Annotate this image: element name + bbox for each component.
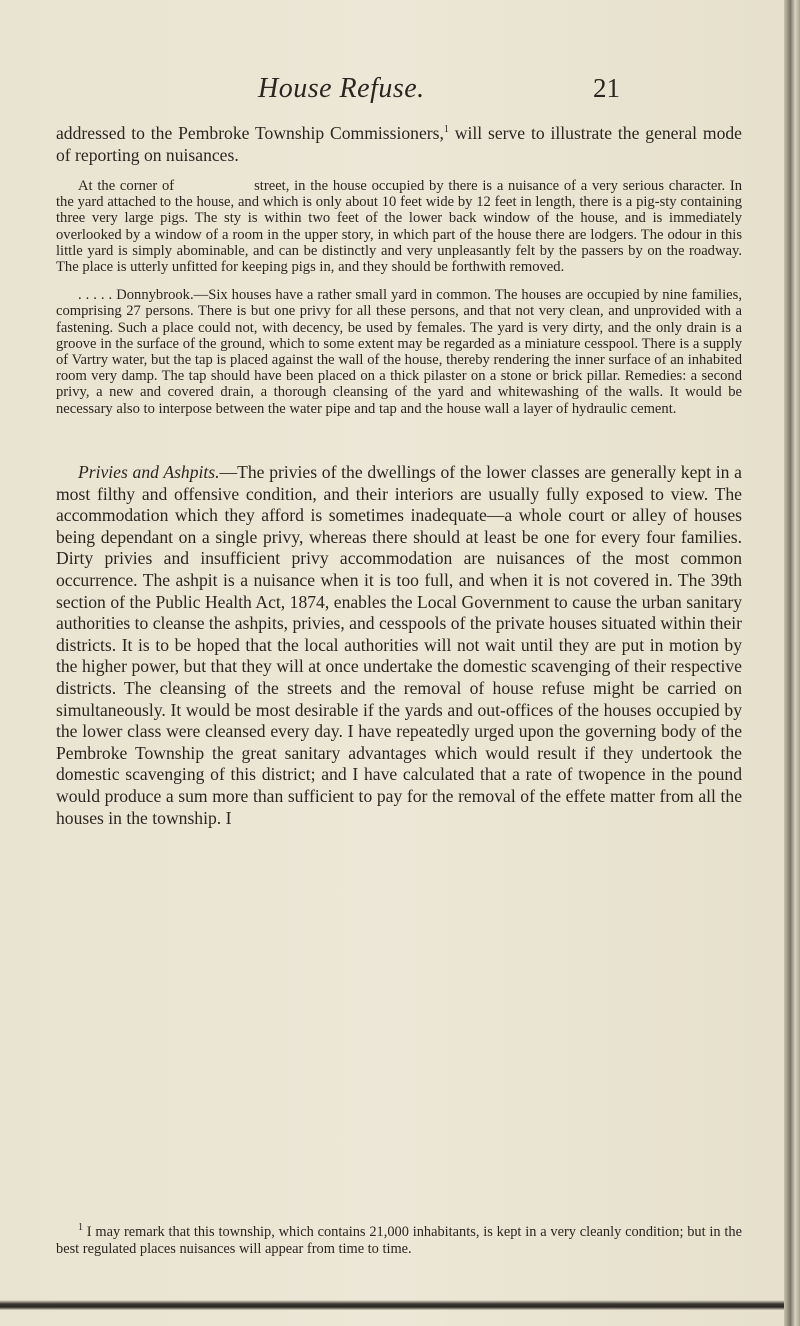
footnote-mark: 1 [78, 1222, 83, 1234]
intro-text-continued: will serve to illustrate the general mode of reporting on nuisances. [56, 123, 742, 165]
report-p2-lead: . . . . . Donnybrook. [78, 287, 194, 304]
page-number: 21 [593, 73, 620, 103]
book-spine-edge [784, 0, 800, 1326]
page-bottom-shadow [0, 1300, 784, 1310]
footnote-ref: 1 [443, 124, 449, 136]
report-p1-lead: At the corner of [78, 178, 175, 194]
section-text: —The privies of the dwellings of the lower classes are generally kept in a most filthy and offensive condition, and their interiors are usually fully exposed to view. The accommodation which they afford is sometimes inadequate—a whole court or alley of houses being dependant on a single privy, whereas there should at least be one for every four families. Dirty privies and insufficient privy accommodation are nuisances of the most common occurrence. The ashpit is a nuisance when it is too full, and when it is not covered in. The 39th section of the Public Health Act, 1874, enables the Local Government to cause the urban sanitary authorities to cleanse the ashpits, privies, and cesspools of the private houses situated within their districts. It is to be hoped that the local authorities will not wait until they are put in motion by the higher power, but that they will at once undertake the domestic scavenging of their respective districts. The cleansing of the streets and the removal of house refuse might be carried on simultaneously. It would be most desirable if the yards and out-offices of the houses occupied by the lower class were cleansed every day. I have repeatedly urged upon the governing body of the Pembroke Township the great sanitary advantages which would result if they undertook the domestic scavenging of this district; and I have calculated that a rate of twopence in the pound would produce a sum more than sufficient to pay for the removal of the effete matter from all the houses in the township. I [56, 462, 743, 828]
footnote-text: I may remark that this township, which contains 21,000 inhabitants, is kept in a very cleanly condition; but in the best regulated places nuisances will appear from time to time. [56, 1224, 742, 1257]
footnote-paragraph [56, 1224, 742, 1257]
main-section [56, 462, 742, 829]
report-p2-body: —Six houses have a rather small yard in common. The houses are occupied by nine families, comprising 27 persons. There is but one privy for all these persons, and that not very clean, and unprovided with a fastening. Such a place could not, with decency, be used by females. The yard is very dirty, and the only drain is a groove in the surface of the ground, which to some extent may be regarded as a miniature cesspool. There is a supply of Vartry water, but the tap is placed against the wall of the house, thereby rendering the inner surface of an inhabited room very damp. The tap should have been placed on a thick pilaster on a stone or brick pillar. Remedies: a second privy, a new and covered drain, a thorough cleansing of the yard and whitewashing of the walls. It would be necessary also to interpose between the water pipe and tap and the house wall a layer of hydraulic cement. [56, 287, 742, 417]
report-p1-body: street, in the house occupied by there is a nuisance of a very serious character. In the yard attached to the house, and which is only about 10 feet wide by 12 feet in length, there is a pig-sty containing three very large pigs. The sty is within two feet of the lower back window of the house, and is immediately overlooked by a window of a room in the upper story, in which part of the house there are lodgers. The odour in this little yard is simply abominable, and can be distinctly and very unpleasantly felt by the passers by on the roadway. The place is utterly unfitted for keeping pigs in, and they should be forthwith removed. [56, 178, 743, 276]
quoted-report [56, 178, 742, 429]
intro-paragraph [56, 123, 742, 166]
report-paragraph-2 [56, 287, 742, 417]
report-paragraph-1 [56, 178, 742, 275]
running-title: House Refuse. [258, 73, 425, 104]
section-heading: Privies and Ashpits. [78, 462, 220, 482]
intro-text: addressed to the Pembroke Township Commissioners, [56, 123, 444, 143]
section-paragraph [56, 462, 742, 829]
page-header [0, 73, 784, 113]
footnote [56, 1224, 742, 1257]
